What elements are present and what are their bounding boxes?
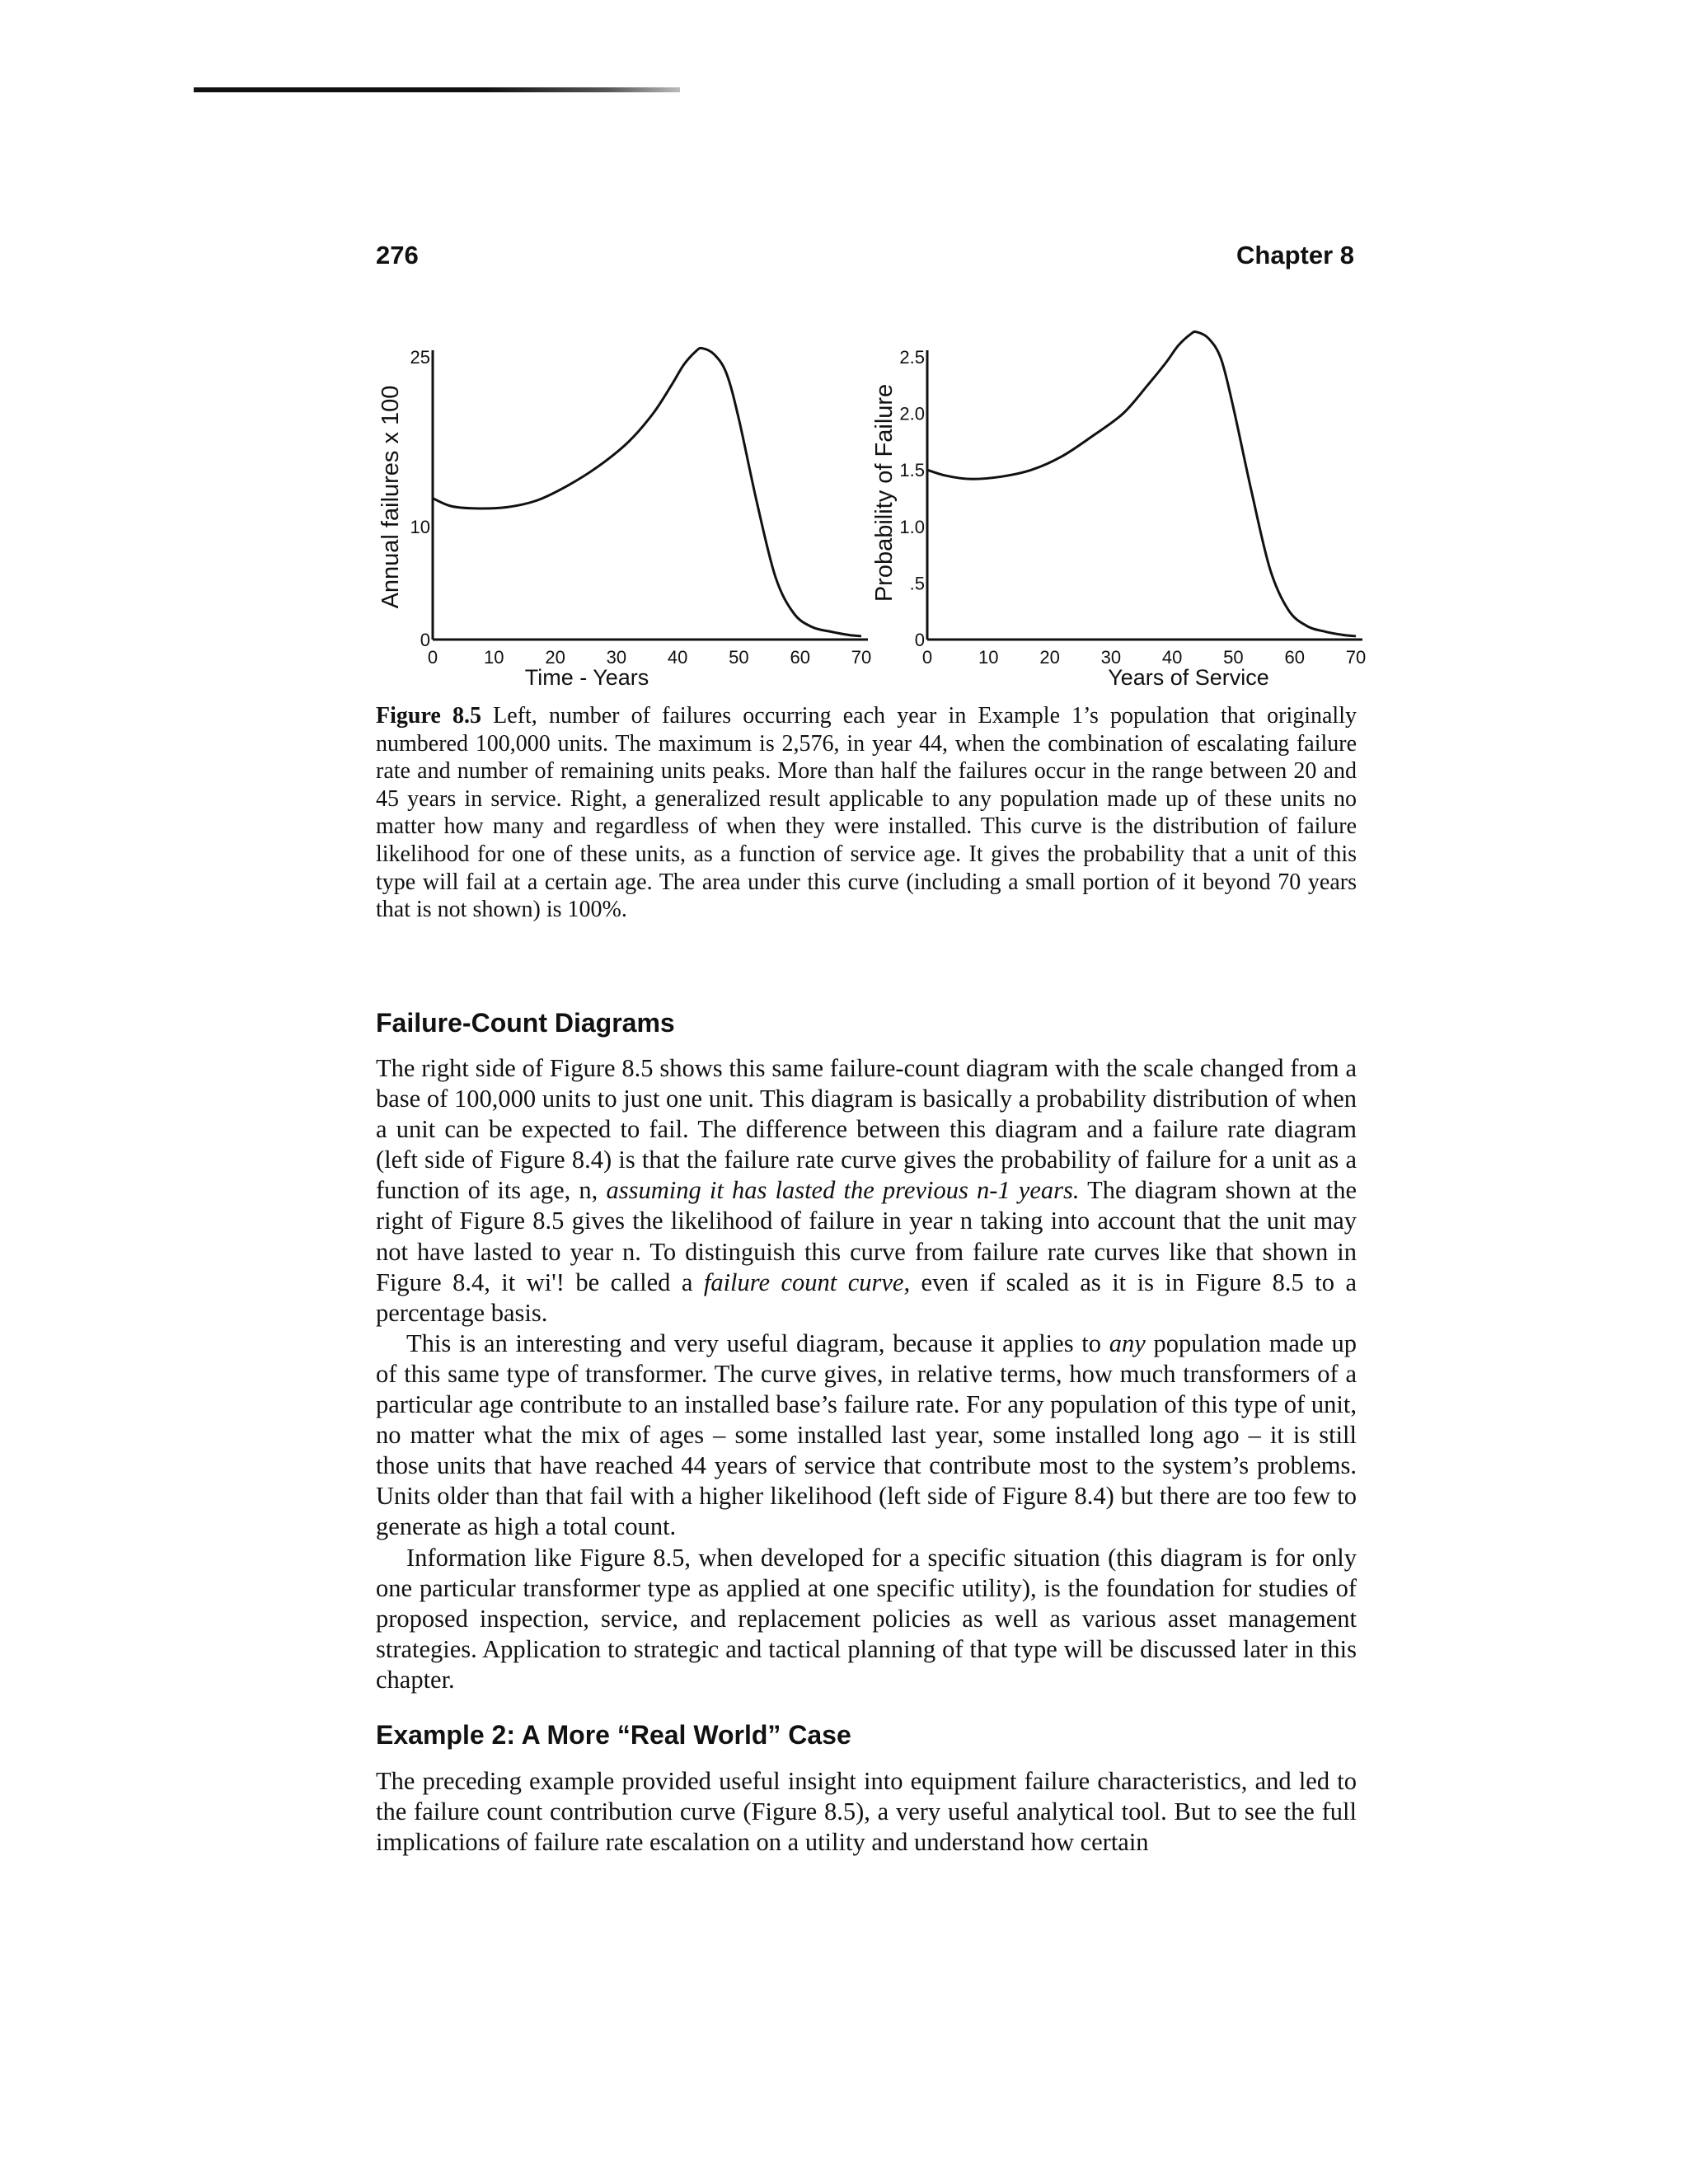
- figure-caption: [376, 702, 1357, 924]
- x-axis-label: Years of Service: [1108, 665, 1269, 690]
- x-tick-label: 40: [1161, 647, 1183, 668]
- x-tick-label: 10: [978, 647, 999, 668]
- chapter-title: Chapter 8: [1236, 241, 1354, 269]
- y-axis-label: Probability of Failure: [871, 383, 898, 602]
- series-line: [927, 331, 1356, 635]
- y-tick-label: 1.0: [899, 516, 925, 537]
- text-run: This is an interesting and very useful diagram, because it applies to: [406, 1329, 1109, 1357]
- y-tick-label: 1.5: [899, 460, 925, 481]
- probability-chart: [849, 328, 1459, 699]
- x-tick-label: 40: [667, 647, 688, 668]
- section-example-2-body: [376, 1766, 1357, 1858]
- x-tick-label: 30: [1100, 647, 1122, 668]
- y-tick-label: 2.5: [899, 347, 925, 368]
- section-failure-count-body: [376, 1053, 1357, 1695]
- y-tick-label: 25: [410, 347, 430, 368]
- y-tick-label: 0: [420, 630, 430, 650]
- x-tick-label: 70: [1345, 647, 1367, 668]
- x-tick-label: 30: [606, 647, 627, 668]
- series-line: [433, 348, 861, 636]
- paragraph: [376, 1053, 1357, 1329]
- x-tick-label: 60: [790, 647, 810, 668]
- y-tick-label: 0: [914, 630, 925, 650]
- y-tick-label: 10: [410, 516, 430, 537]
- section-heading-example-2: Example 2: A More “Real World” Case: [376, 1720, 851, 1750]
- x-tick-label: 20: [1039, 647, 1060, 668]
- text-run: The diagram shown at the right of Figure 8.5 gives the likelihood of failure in year n taking into account that the unit may not have lasted to year n. To distinguish this curve from failure rate curves like that shown in Figure 8.4, it wi'! be called a: [376, 1176, 1357, 1296]
- italic-text: any: [1109, 1329, 1146, 1357]
- text-run: even if scaled as it is in Figure 8.5 to a percentage basis.: [376, 1268, 1357, 1327]
- x-tick-label: 0: [427, 647, 438, 668]
- text-run: The right side of Figure 8.5 shows this same failure-count diagram with the scale changed from a base of 100,000 units to just one unit. This diagram is basically a probability distribution of when a unit can be expected to fail. The difference between this diagram and a failure rate diagram (left side of Figure 8.4) is that the failure rate curve gives the probability of failure for a unit as a function of its age, n,: [376, 1054, 1357, 1205]
- x-tick-label: 0: [921, 647, 933, 668]
- paragraph: Information like Figure 8.5, when developed for a specific situation (this diagram is for only one particular transformer type as applied at one specific utility), is the foundation for studies of proposed inspection, service, and replacement policies as well as various asset management strategies. Application to strategic and tactical planning of that type will be discussed later in this chapter.: [376, 1543, 1357, 1694]
- x-tick-label: 70: [851, 647, 872, 668]
- header-rule: [194, 87, 680, 92]
- page-number: 276: [376, 241, 419, 269]
- paragraph: [376, 1329, 1357, 1543]
- paragraph: The preceding example provided useful insight into equipment failure characteristics, and led to the failure count contribution curve (Figure 8.5), a very useful analytical tool. But to see the full implications of failure rate escalation on a utility and understand how certain: [376, 1767, 1357, 1857]
- x-tick-label: 60: [1284, 647, 1305, 668]
- text-run: population made up of this same type of transformer. The curve gives, in relative terms, how much transformers of a particular age contribute to an installed base’s failure rate. For any population of this type of unit, no matter what the mix of ages – some installed last year, some installed long ago – it is still those units that have reached 44 years of service that contribute most to the system’s problems. Units older than that fail with a higher likelihood (left side of Figure 8.4) but there are too few to generate as high a total count.: [376, 1329, 1357, 1541]
- italic-text: failure count curve,: [703, 1268, 911, 1296]
- section-heading-failure-count: Failure-Count Diagrams: [376, 1008, 675, 1038]
- x-tick-label: 50: [1223, 647, 1244, 668]
- x-tick-label: 20: [545, 647, 565, 668]
- x-tick-label: 50: [729, 647, 749, 668]
- y-axis-label: Annual failures x 100: [377, 385, 404, 609]
- x-tick-label: 10: [484, 647, 504, 668]
- y-tick-label: .5: [909, 573, 925, 594]
- y-tick-label: 2.0: [899, 403, 925, 424]
- figure-caption-text: Left, number of failures occurring each year in Example 1’s population that originally numbered 100,000 units. The maximum is 2,576, in year 44, when the combination of escalating failure rate and number of remaining units peaks. More than half the failures occur in the range between 20 and 45 years in service. Right, a generalized result applicable to any population made up of these units no matter how many and regardless of when they were installed. This curve is the distribution of failure likelihood for one of these units, as a function of service age. It gives the probability that a unit of this type will fail at a certain age. The area under this curve (including a small portion of it beyond 70 years that is not shown) is 100%.: [376, 703, 1357, 923]
- italic-text: assuming it has lasted the previous n-1 years.: [606, 1176, 1080, 1205]
- x-axis-label: Time - Years: [524, 665, 649, 690]
- figure-label: Figure 8.5: [376, 703, 481, 729]
